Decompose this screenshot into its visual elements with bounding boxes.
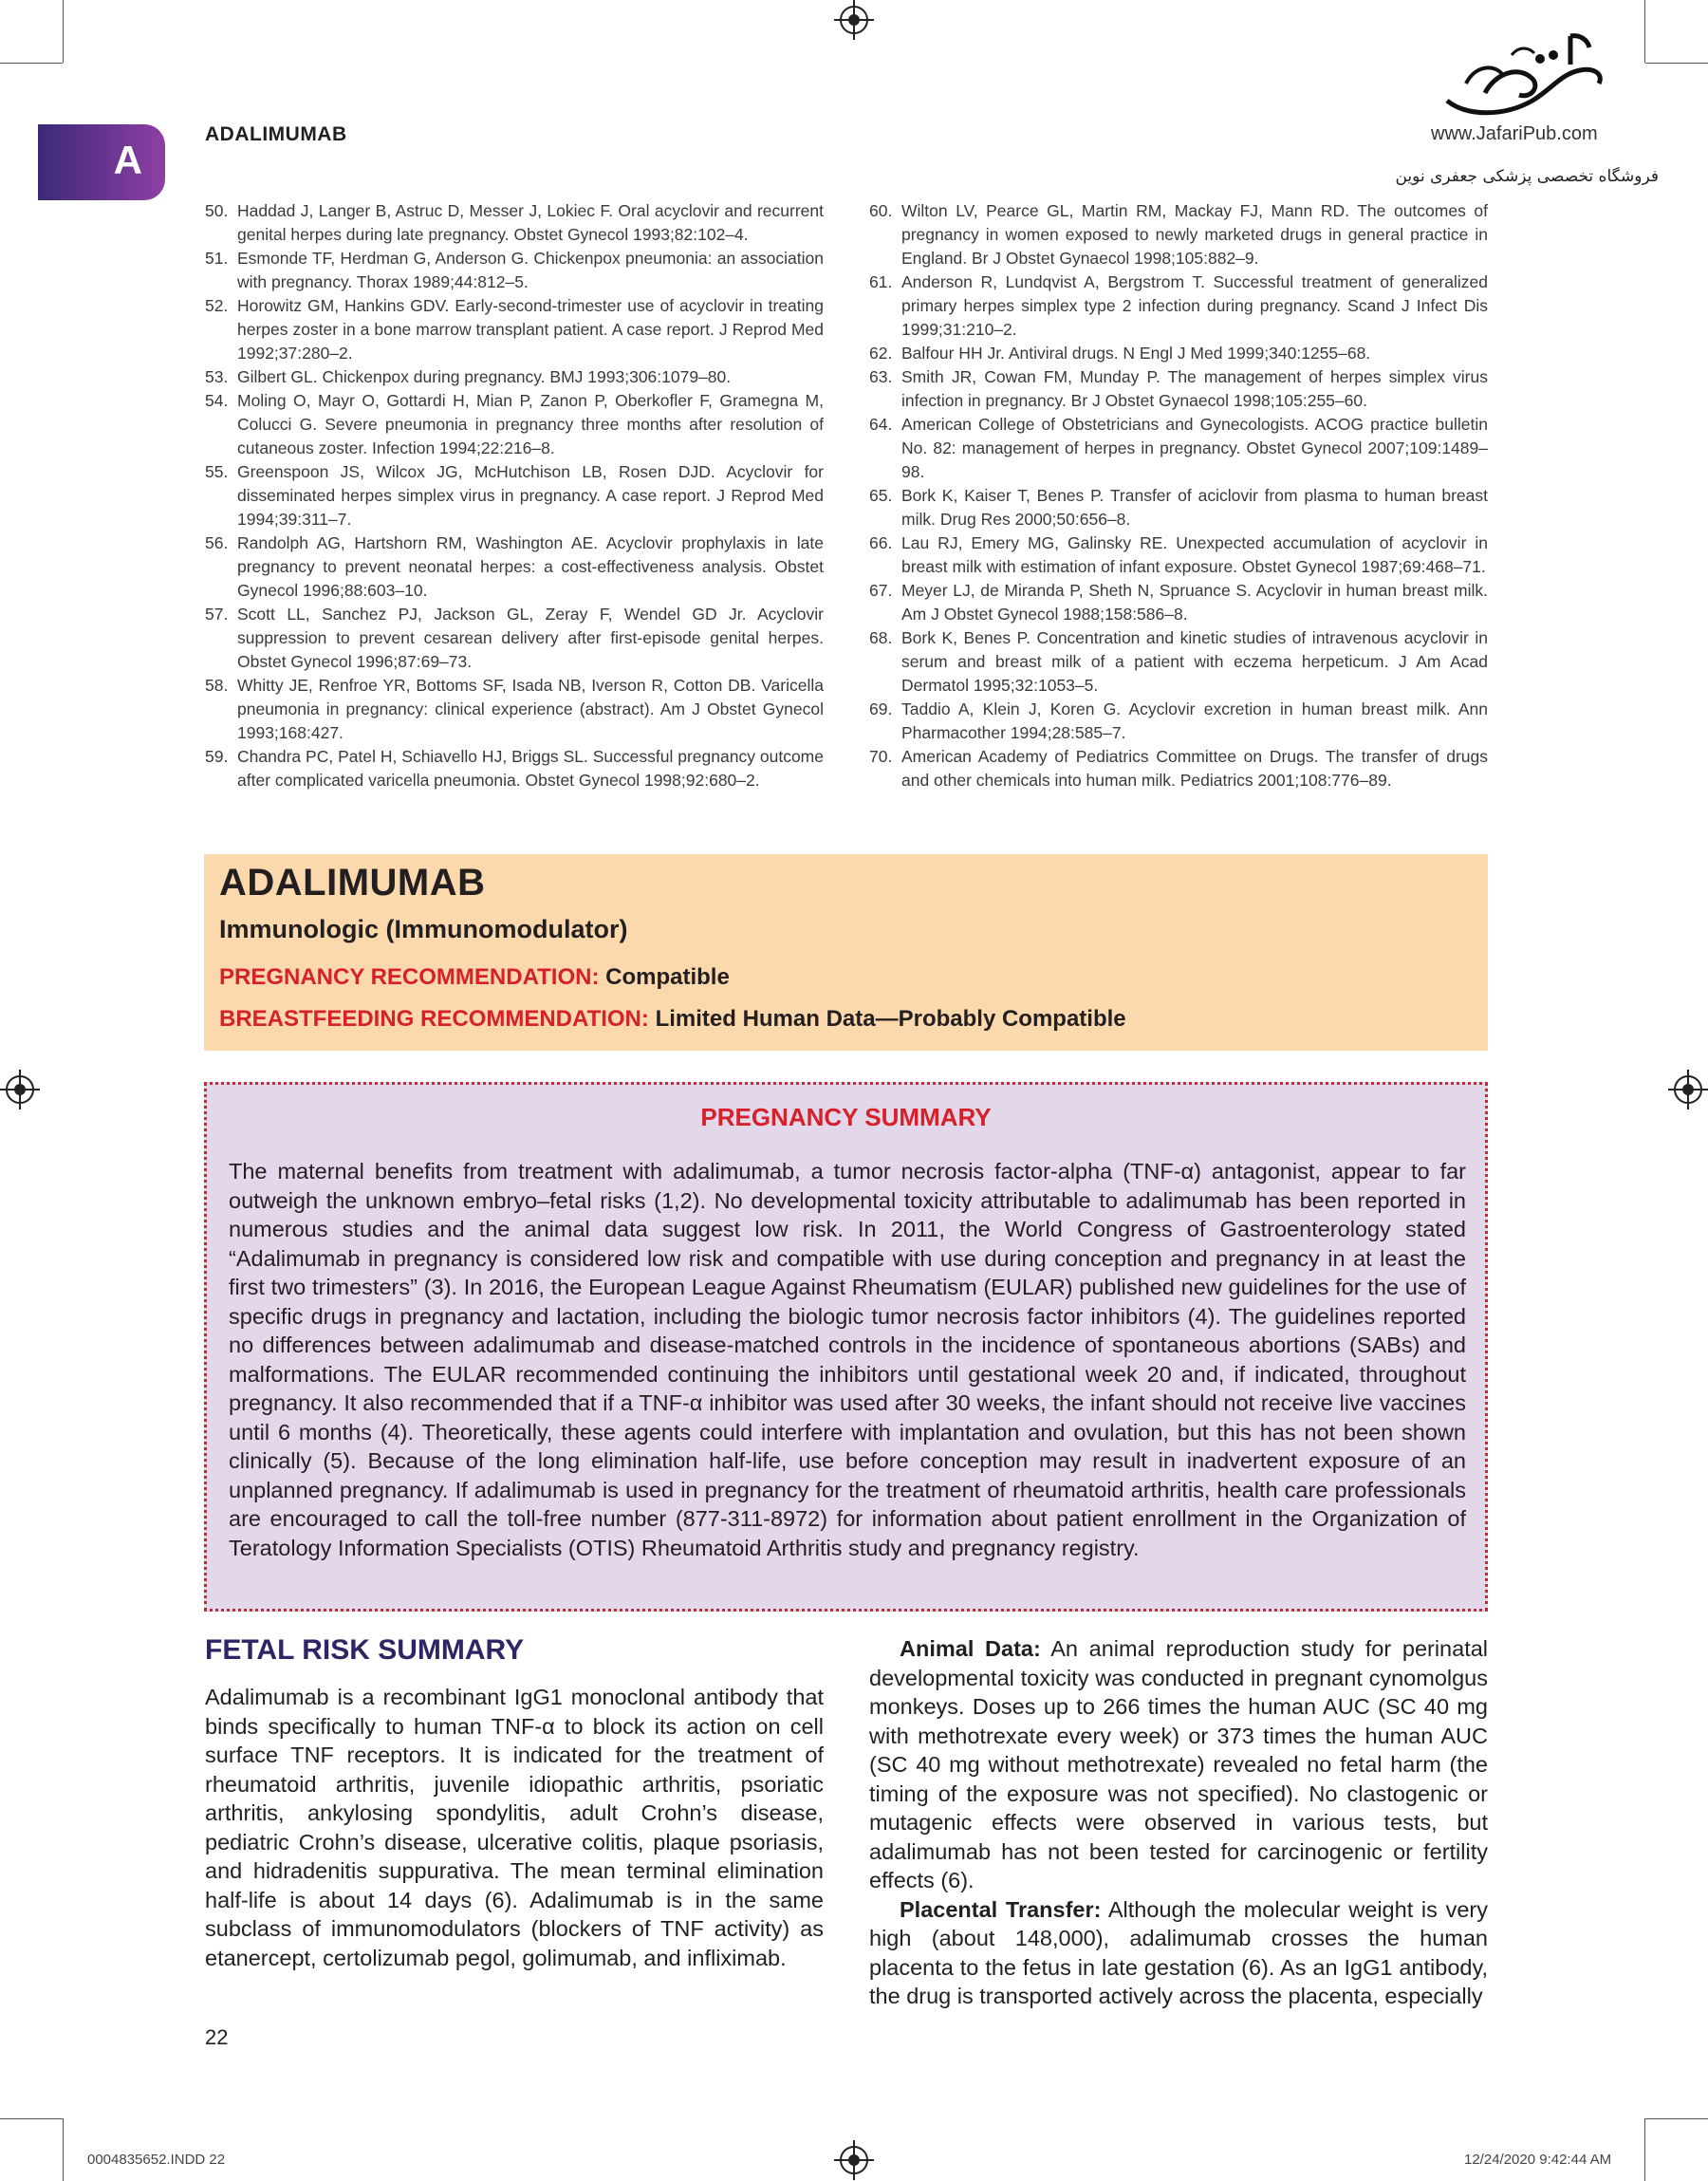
pregnancy-summary-box (204, 1082, 1488, 1612)
references-right-column (869, 199, 1488, 792)
crop-mark (63, 0, 64, 63)
reference-text: Anderson R, Lundqvist A, Bergstrom T. Successful treatment of generalized primary herpes simplex type 2 infection during pregnancy. Scand J Infect Dis 1999;31:210–2. (901, 272, 1488, 339)
reference-number: 58. (205, 676, 229, 695)
reference-text: Lau RJ, Emery MG, Galinsky RE. Unexpected accumulation of acyclovir in breast milk with estimation of infant exposure. Obstet Gynecol 1987;69:468–71. (901, 533, 1488, 576)
crop-mark (1645, 2118, 1708, 2119)
reference-item (869, 342, 1488, 365)
reference-number: 53. (205, 367, 229, 386)
publisher-url: www.JafariPub.com (1431, 123, 1598, 144)
pregnancy-recommendation-label: PREGNANCY RECOMMENDATION: (219, 964, 600, 990)
reference-item (205, 389, 824, 460)
drug-name: ADALIMUMAB (219, 862, 486, 904)
reference-text: Esmonde TF, Herdman G, Anderson G. Chickenpox pneumonia: an association with pregnancy. Thorax 1989;44:812–5. (237, 249, 824, 291)
reference-number: 56. (205, 533, 229, 552)
reference-item (869, 270, 1488, 342)
reference-text: Greenspoon JS, Wilcox JG, McHutchison LB, Rosen DJD. Acyclovir for disseminated herpes simplex virus in pregnancy. A case report. J Reprod Med 1994;39:311–7. (237, 462, 824, 529)
reference-item (205, 199, 824, 247)
reference-number: 52. (205, 296, 229, 315)
breastfeeding-recommendation-label: BREASTFEEDING RECOMMENDATION: (219, 1006, 649, 1032)
references-left-column (205, 199, 824, 792)
reference-item (205, 674, 824, 745)
reference-text: Taddio A, Klein J, Koren G. Acyclovir excretion in human breast milk. Ann Pharmacother 1994;28:585–7. (901, 699, 1488, 742)
drug-class: Immunologic (Immunomodulator) (219, 915, 628, 943)
reference-number: 59. (205, 747, 229, 766)
reference-text: Bork K, Kaiser T, Benes P. Transfer of aciclovir from plasma to human breast milk. Drug Res 2000;50:656–8. (901, 486, 1488, 529)
reference-text: Whitty JE, Renfroe YR, Bottoms SF, Isada NB, Iverson R, Cotton DB. Varicella pneumonia in pregnancy: clinical experience (abstract). Am J Obstet Gynecol 1993;168:427. (237, 676, 824, 742)
print-slug-file: 0004835652.INDD 22 (87, 2152, 226, 2168)
reference-number: 51. (205, 249, 229, 268)
crop-mark (0, 63, 63, 64)
fetal-risk-summary-title: FETAL RISK SUMMARY (205, 1634, 525, 1666)
crop-mark (1645, 63, 1708, 64)
crop-mark (1644, 2118, 1645, 2181)
registration-mark-icon (840, 2146, 868, 2174)
print-slug-timestamp: 12/24/2020 9:42:44 AM (1464, 2152, 1612, 2168)
reference-number: 64. (869, 415, 893, 434)
reference-item (869, 579, 1488, 626)
reference-item (205, 294, 824, 365)
section-tab (38, 124, 165, 200)
reference-text: Bork K, Benes P. Concentration and kinetic studies of intravenous acyclovir in serum and breast milk of a patient with eczema herpeticum. J Am Acad Dermatol 1995;32:1053–5. (901, 628, 1488, 695)
reference-number: 57. (205, 605, 229, 624)
reference-number: 60. (869, 201, 893, 220)
reference-number: 61. (869, 272, 893, 291)
reference-text: Balfour HH Jr. Antiviral drugs. N Engl J Med 1999;340:1255–68. (901, 344, 1371, 363)
fetal-risk-right-column (869, 1634, 1488, 2011)
reference-text: Chandra PC, Patel H, Schiavello HJ, Briggs SL. Successful pregnancy outcome after complicated varicella pneumonia. Obstet Gynecol 1998;92:680–2. (237, 747, 824, 790)
pregnancy-recommendation (219, 964, 730, 991)
animal-data-paragraph (869, 1634, 1488, 1895)
reference-number: 54. (205, 391, 229, 410)
reference-number: 50. (205, 201, 229, 220)
pregnancy-summary-title: PREGNANCY SUMMARY (700, 1103, 992, 1131)
reference-text: Wilton LV, Pearce GL, Martin RM, Mackay FJ, Mann RD. The outcomes of pregnancy in women exposed to newly marketed drugs in general practice in England. Br J Obstet Gynaecol 1998;105:882–9. (901, 201, 1488, 268)
fetal-risk-intro-text: Adalimumab is a recombinant IgG1 monoclonal antibody that binds specifically to human TNF-α to block its action on cell surface TNF receptors. It is indicated for the treatment of rheumatoid arthritis, juvenile idiopathic arthritis, psoriatic arthritis, ankylosing spondylitis, adult Crohn’s disease, pediatric Crohn’s disease, ulcerative colitis, plaque psoriasis, and hidradenitis suppurativa. The mean terminal elimination half-life is about 14 days (6). Adalimumab is in the same subclass of immunomodulators (blockers of TNF activity) as etanercept, certolizumab pegol, golimumab, and infliximab. (205, 1685, 824, 1970)
placental-transfer-label: Placental Transfer: (900, 1896, 1102, 1922)
reference-number: 67. (869, 581, 893, 600)
breastfeeding-recommendation-value: Limited Human Data—Probably Compatible (655, 1006, 1126, 1032)
reference-item (869, 531, 1488, 579)
reference-item (869, 626, 1488, 698)
reference-item (205, 247, 824, 294)
pregnancy-summary-text: The maternal benefits from treatment with adalimumab, a tumor necrosis factor-alpha (TNF-α) antagonist, appear to far outweigh the unknown embryo–fetal risks (1,2). No developmental toxicity attributable to adalimumab has been reported in numerous studies and the animal data suggest low risk. In 2011, the World Congress of Gastroenterology stated “Adalimumab in pregnancy is considered low risk and compatible with use during conception and pregnancy in at least the first two trimesters” (3). In 2016, the European League Against Rheumatism (EULAR) published new guidelines for the use of specific drugs in pregnancy and lactation, including the biologic tumor necrosis factor inhibitors (4). The guidelines reported no differences between adalimumab and disease-matched controls in the incidence of spontaneous abortions (SABs) and malformations. The EULAR recommended continuing the inhibitors until gestational week 20 and, if indicated, throughout pregnancy. It also recommended that if a TNF-α inhibitor was used after 30 weeks, the infant should not receive live vaccines until 6 months (4). Theoretically, these agents could interfere with implantation and ovulation, but this has not been shown clinically (5). Because of the long elimination half-life, use before conception may result in inadvertent exposure of an unplanned pregnancy. If adalimumab is used in pregnancy for the treatment of rheumatoid arthritis, health care professionals are encouraged to call the toll-free number (877-311-8972) for information about patient enrollment in the Organization of Teratology Information Specialists (OTIS) Rheumatoid Arthritis study and pregnancy registry. (229, 1159, 1466, 1560)
registration-mark-icon (840, 6, 868, 34)
reference-item (869, 698, 1488, 745)
reference-number: 68. (869, 628, 893, 647)
reference-item (869, 199, 1488, 270)
reference-item (205, 745, 824, 792)
reference-text: Meyer LJ, de Miranda P, Sheth N, Spruance S. Acyclovir in human breast milk. Am J Obstet Gynecol 1988;158:586–8. (901, 581, 1488, 624)
breastfeeding-recommendation (219, 1006, 1126, 1033)
reference-text: Smith JR, Cowan FM, Munday P. The management of herpes simplex virus infection in pregnancy. Br J Obstet Gynaecol 1998;105:255–60. (901, 367, 1488, 410)
reference-text: American Academy of Pediatrics Committee on Drugs. The transfer of drugs and other chemicals into human milk. Pediatrics 2001;108:776–89. (901, 747, 1488, 790)
reference-number: 62. (869, 344, 893, 363)
reference-item (205, 460, 824, 531)
reference-item (869, 484, 1488, 531)
reference-number: 55. (205, 462, 229, 481)
reference-text: Moling O, Mayr O, Gottardi H, Mian P, Zanon P, Oberkofler F, Gramegna M, Colucci G. Severe pneumonia in pregnancy three months after resolution of cutaneous zoster. Infection 1994;22:216–8. (237, 391, 824, 457)
page-number: 22 (205, 2025, 229, 2049)
reference-number: 69. (869, 699, 893, 718)
reference-number: 63. (869, 367, 893, 386)
reference-item (869, 365, 1488, 413)
reference-item (205, 365, 824, 389)
reference-number: 70. (869, 747, 893, 766)
drug-header-box (204, 854, 1488, 1051)
animal-data-text: An animal reproduction study for perinatal developmental toxicity was conducted in pregnant cynomolgus monkeys. Doses up to 266 times the human AUC (SC 40 mg with methotrexate every week) or 373 times the human AUC (SC 40 mg without methotrexate) revealed no fetal harm (the timing of the exposure was not specified). No clastogenic or mutagenic effects were observed in various tests, but adalimumab has not been tested for carcinogenic or fertility effects (6). (869, 1636, 1489, 1892)
running-head: ADALIMUMAB (205, 123, 347, 145)
section-letter: A (113, 138, 142, 182)
reference-item (869, 745, 1488, 792)
publisher-logo (1428, 27, 1618, 121)
pregnancy-recommendation-value: Compatible (605, 964, 730, 990)
reference-text: Scott LL, Sanchez PJ, Jackson GL, Zeray F, Wendel GD Jr. Acyclovir suppression to prevent cesarean delivery after first-episode genital herpes. Obstet Gynecol 1996;87:69–73. (237, 605, 824, 671)
reference-text: Horowitz GM, Hankins GDV. Early-second-trimester use of acyclovir in treating herpes zoster in a bone marrow transplant patient. A case report. J Reprod Med 1992;37:280–2. (237, 296, 824, 363)
reference-text: Randolph AG, Hartshorn RM, Washington AE. Acyclovir prophylaxis in late pregnancy to prevent neonatal herpes: a cost-effectiveness analysis. Obstet Gynecol 1996;88:603–10. (237, 533, 824, 600)
reference-number: 66. (869, 533, 893, 552)
reference-number: 65. (869, 486, 893, 505)
publisher-tagline: فروشگاه تخصصی پزشکی جعفری نوین (1395, 167, 1659, 186)
crop-mark (63, 2118, 64, 2181)
reference-item (205, 603, 824, 674)
placental-transfer-text: Although the molecular weight is very high (about 148,000), adalimumab crosses the human placenta to the fetus in late gestation (6). As an IgG1 antibody, the drug is transported actively across the placenta, especially (869, 1896, 1488, 2008)
registration-mark-icon (6, 1075, 34, 1104)
fetal-risk-intro (205, 1683, 824, 1972)
reference-text: Gilbert GL. Chickenpox during pregnancy. BMJ 1993;306:1079–80. (237, 367, 732, 386)
placental-transfer-paragraph (869, 1895, 1488, 2011)
animal-data-label: Animal Data: (900, 1636, 1041, 1661)
crop-mark (0, 2118, 63, 2119)
reference-item (869, 413, 1488, 484)
reference-item (205, 531, 824, 603)
reference-text: Haddad J, Langer B, Astruc D, Messer J, Lokiec F. Oral acyclovir and recurrent genital herpes during late pregnancy. Obstet Gynecol 1993;82:102–4. (237, 201, 824, 244)
crop-mark (1644, 0, 1645, 63)
reference-text: American College of Obstetricians and Gynecologists. ACOG practice bulletin No. 82: management of herpes in pregnancy. Obstet Gynecol 2007;109:1489–98. (901, 415, 1488, 481)
registration-mark-icon (1674, 1075, 1702, 1104)
